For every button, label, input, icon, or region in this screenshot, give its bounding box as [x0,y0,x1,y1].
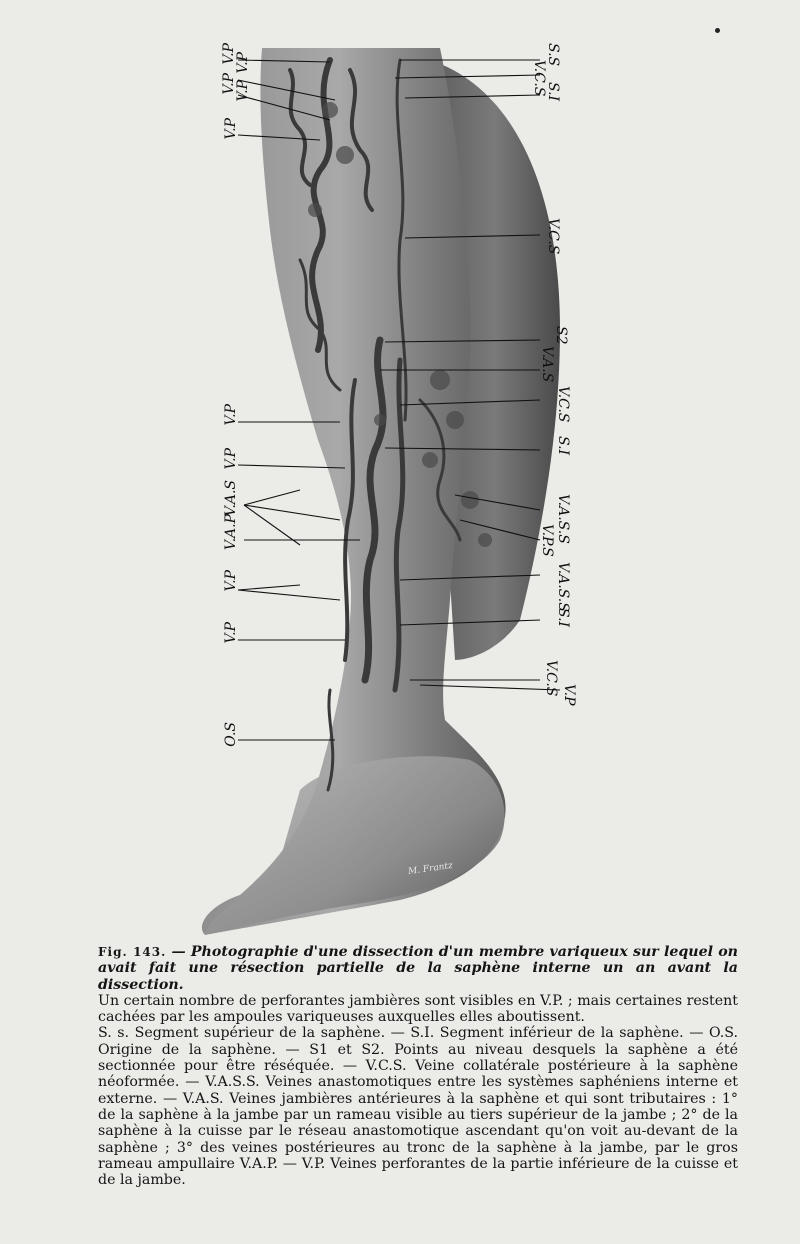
label-vp-top-3: V.P [221,73,237,95]
label-vass-2: V.A.S.S [555,562,571,612]
label-vas-left: V.A.S [223,480,239,517]
label-os-left: O.S [223,722,239,747]
label-vcs-upper: V.C.S [545,218,561,255]
label-vp-low-1: V.P [223,570,239,592]
label-vp-top-4: V.P [235,80,251,102]
label-vp-right: V.P [561,684,577,706]
label-ss-top: S.S [545,43,561,67]
label-vp-mid-2: V.P [223,448,239,470]
figure-caption [98,944,738,1188]
label-vass-1: V.A.S.S [555,494,571,544]
label-vap-left: V.A.P [223,514,239,551]
engraver-signature: M. Frantz [407,860,454,878]
label-vcs-low: V.C.S [543,660,559,697]
label-vps: V.P.S [539,524,555,557]
label-s2: S2 [553,326,569,345]
caption-intro: Un certain nombre de perforantes jambières sont visibles en V.P. ; mais certaines restent cachées par les ampoules variqueuses auxquelles elles aboutissent. [98,992,738,1026]
label-vcs-top: V.C.S [531,60,547,97]
label-vp-upper: V.P [223,118,239,140]
label-si-top: S.I [545,82,561,102]
figure-number: Fig. 143. [98,945,167,959]
label-vp-mid-1: V.P [223,404,239,426]
label-vp-top-1: V.P [221,43,237,65]
label-vp-top-2: V.P [235,52,251,74]
caption-title-text: — Photographie d'une dissection d'un membre variqueux sur lequel on avait fait une résection partielle de la saphène interne un an avant la dissection. [98,944,738,993]
label-vas-right: V.A.S [539,346,555,383]
label-si-low: S.I [555,608,571,628]
label-vp-low-2: V.P [223,622,239,644]
caption-title [98,944,738,993]
label-vcs-mid: V.C.S [555,386,571,423]
caption-legend: S. s. Segment supérieur de la saphène. — S.I. Segment inférieur de la saphène. — O.S. Origine de la saphène. — S1 et S2. Points au niveau desquels la saphène a été sectionnée pour être réséquée. — V.C.S. Veine collatérale postérieure à la saphène néoformée. — V.A.S.S. Veines anastomotiques entre les systèmes saphéniens interne et externe. — V.A.S. Veines jambières antérieures à la saphène et qui sont tributaires : 1° de la saphène à la jambe par un rameau visible au tiers supérieur de la jambe ; 2° de la saphène à la cuisse par le réseau anastomotique ascendant qu'on voit au-devant de la saphène ; 3° des veines postérieures au tronc de la saphène à la jambe, par le gros rameau ampullaire V.A.P. — V.P. Veines perforantes de la partie inférieure de la cuisse et de la jambe. [98,1025,738,1189]
label-si-mid: S.I [555,436,571,456]
